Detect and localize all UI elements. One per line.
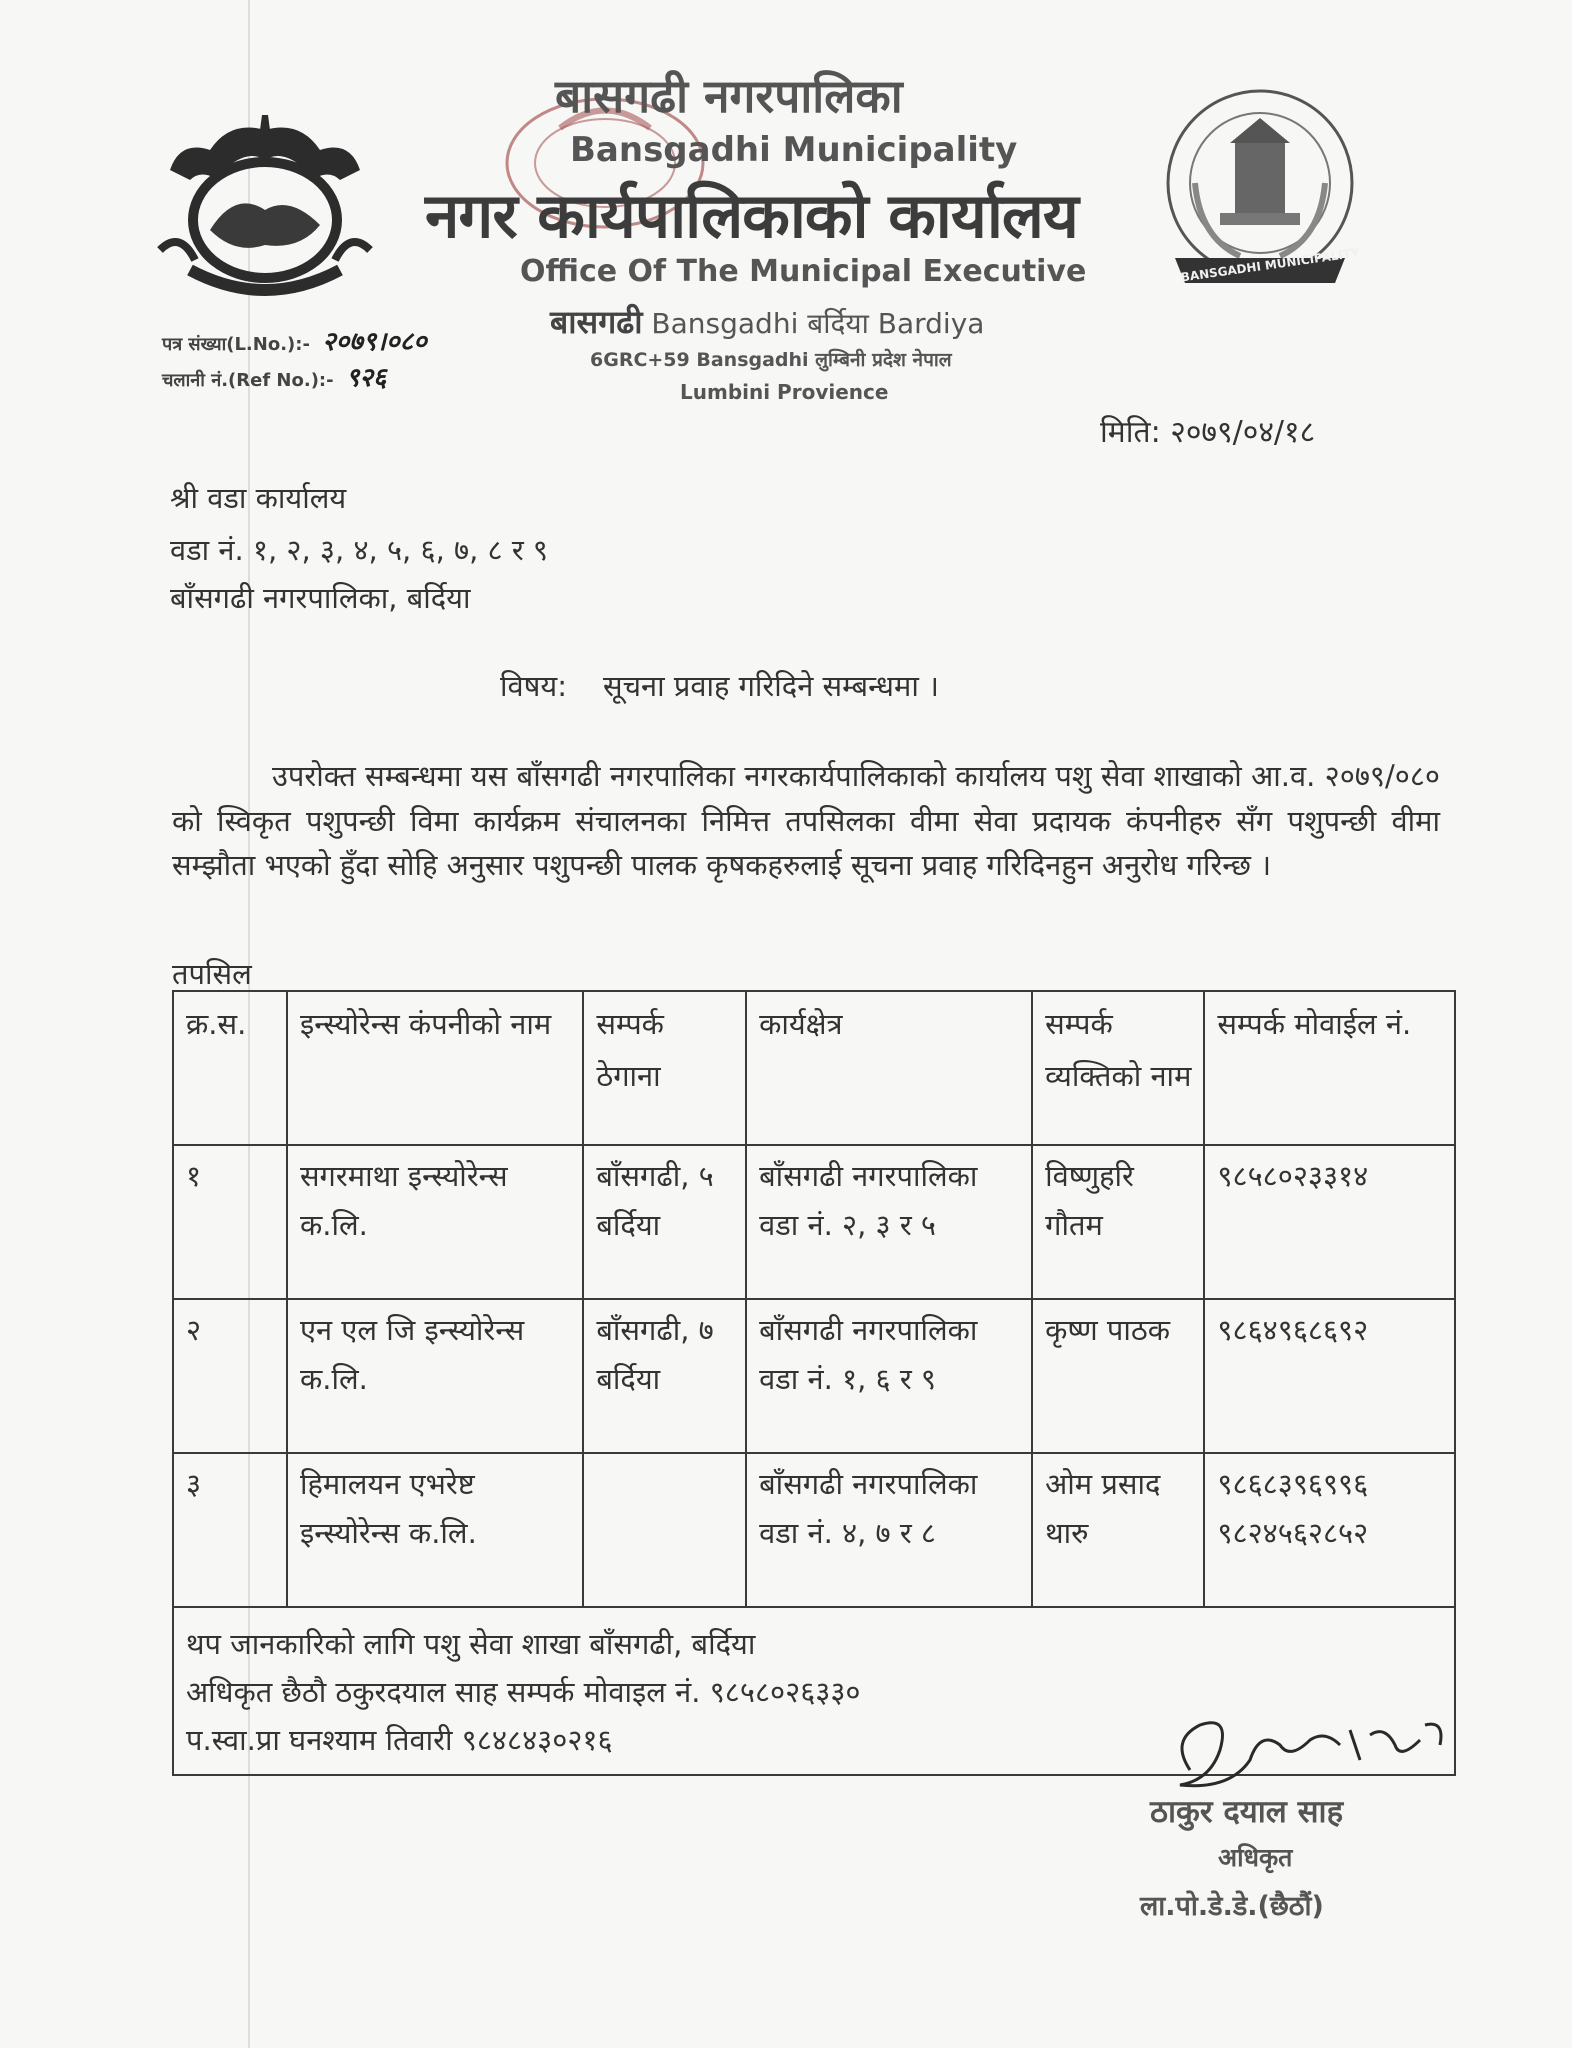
table-row: [173, 1299, 1455, 1453]
signatory-name: ठाकुर दयाल साह: [1150, 1794, 1344, 1830]
cell-address: बाँसगढी, ७ बर्दिया: [583, 1299, 746, 1453]
subject-text: सूचना प्रवाह गरिदिने सम्बन्धमा ।: [603, 669, 940, 703]
address-line-1: [550, 300, 984, 343]
cell-serial: १: [173, 1145, 287, 1299]
letter-number-value: २०७९।०८०: [322, 327, 427, 357]
cell-address: [583, 1453, 746, 1607]
header-contact-person: सम्पर्क व्यक्तिको नाम: [1032, 991, 1204, 1145]
subject-line: [500, 666, 939, 705]
header-company: इन्स्योरेन्स कंपनीको नाम: [287, 991, 583, 1145]
cell-contact-person: विष्णुहरि गौतम: [1032, 1145, 1204, 1299]
cell-serial: ३: [173, 1453, 287, 1607]
letter-date: मिति: २०७९/०४/१८: [1100, 415, 1316, 450]
dispatch-number-value: ९२६: [345, 363, 387, 393]
cell-work-area: बाँसगढी नगरपालिका वडा नं. १, ६ र ९: [746, 1299, 1032, 1453]
cell-mobile: ९८६८३९६९९६ ९८२४५६२८५२: [1204, 1453, 1455, 1607]
office-name-english: Office Of The Municipal Executive: [520, 254, 1087, 289]
cell-company: हिमालयन एभरेष्ट इन्स्योरेन्स क.लि.: [287, 1453, 583, 1607]
letter-number: [162, 322, 427, 358]
cell-company: एन एल जि इन्स्योरेन्स क.लि.: [287, 1299, 583, 1453]
address-line-3: Lumbini Provience: [680, 380, 889, 404]
recipient-line-3: बाँसगढी नगरपालिका, बर्दिया: [170, 581, 471, 615]
dispatch-number-label: चलानी नं.(Ref No.):-: [162, 370, 334, 391]
cell-contact-person: कृष्ण पाठक: [1032, 1299, 1204, 1453]
signatory-office: ला.पो.डे.डे.(छैठौं): [1140, 1891, 1324, 1922]
header-work-area: कार्यक्षेत्र: [746, 991, 1032, 1145]
signatory-title: अधिकृत: [1218, 1843, 1293, 1872]
body-paragraph: उपरोक्त सम्बन्धमा यस बाँसगढी नगरपालिका नगरकार्यपालिकाको कार्यालय पशु सेवा शाखाको आ.व. २०७९/०८० को स्विकृत पशुपन्छी विमा कार्यक्रम संचालनका निमित्त तपसिलका वीमा सेवा प्रदायक कंपनीहरु सँग पशुपन्छी वीमा सम्झौता भएको हुँदा सोहि अनुसार पशुपन्छी पालक कृषकहरुलाई सूचना प्रवाह गरिदिनहुन अनुरोध गरिन्छ ।: [172, 759, 1440, 882]
letter-number-label: पत्र संख्या(L.No.):-: [162, 334, 310, 355]
header-mobile: सम्पर्क मोवाईल नं.: [1204, 991, 1455, 1145]
address-bardiya: Bansgadhi बर्दिया Bardiya: [651, 307, 985, 340]
table-caption: तपसिल: [172, 957, 252, 991]
table-header-row: [173, 991, 1455, 1145]
cell-work-area: बाँसगढी नगरपालिका वडा नं. २, ३ र ५: [746, 1145, 1032, 1299]
cell-mobile: ९८५८०२३३१४: [1204, 1145, 1455, 1299]
org-name-english: Bansgadhi Municipality: [570, 130, 1018, 170]
recipient-line-1: श्री वडा कार्यालय: [170, 481, 347, 515]
cell-mobile: ९८६४९६८६९२: [1204, 1299, 1455, 1453]
office-name-nepali: नगर कार्यपालिकाको कार्यालय: [425, 179, 1078, 252]
footer-line: प.स्वा.प्रा घनश्याम तिवारी ९८४८४३०२१६: [186, 1723, 613, 1757]
footer-line: थप जानकारिको लागि पशु सेवा शाखा बाँसगढी, बर्दिया: [186, 1627, 756, 1661]
address-nepali: बासगढी: [550, 303, 643, 341]
recipient-line-2: वडा नं. १, २, ३, ४, ५, ६, ७, ८ र ९: [170, 533, 548, 567]
dispatch-number: [162, 358, 386, 394]
cell-company: सगरमाथा इन्स्योरेन्स क.लि.: [287, 1145, 583, 1299]
cell-contact-person: ओम प्रसाद थारु: [1032, 1453, 1204, 1607]
nepal-emblem-icon: [150, 110, 380, 310]
header-serial: क्र.स.: [173, 991, 287, 1145]
cell-serial: २: [173, 1299, 287, 1453]
header-address: सम्पर्क ठेगाना: [583, 991, 746, 1145]
footer-line: अधिकृत छैठौ ठकुरदयाल साह सम्पर्क मोवाइल नं. ९८५८०२६३३०: [186, 1675, 861, 1709]
org-name-nepali: बासगढी नगरपालिका: [555, 69, 903, 123]
insurance-table: [172, 990, 1456, 1776]
cell-work-area: बाँसगढी नगरपालिका वडा नं. ४, ७ र ८: [746, 1453, 1032, 1607]
cell-address: बाँसगढी, ५ बर्दिया: [583, 1145, 746, 1299]
subject-label: विषय:: [500, 669, 567, 703]
table-row: [173, 1145, 1455, 1299]
table-row: [173, 1453, 1455, 1607]
address-line-2: 6GRC+59 Bansgadhi लुम्बिनी प्रदेश नेपाल: [590, 349, 952, 371]
seal-ribbon-text: BANSGADHI MUNICIPALITY: [1179, 245, 1361, 285]
